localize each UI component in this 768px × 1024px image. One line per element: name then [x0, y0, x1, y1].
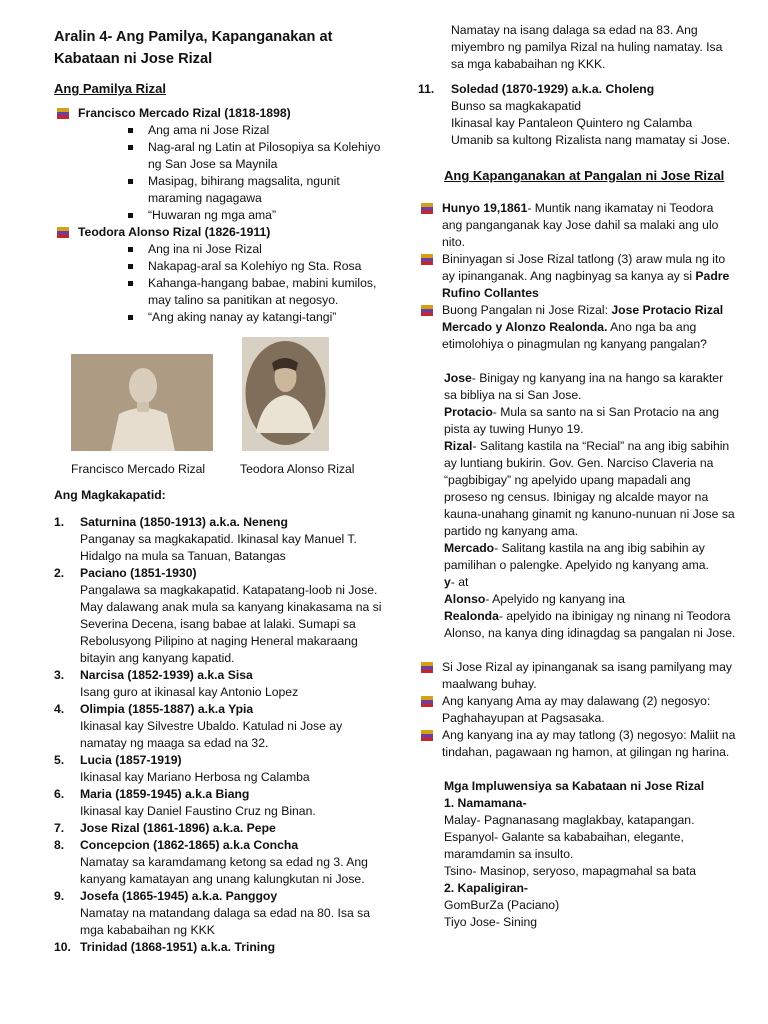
- teodora-portrait-photo: [242, 337, 329, 451]
- list-item: Ang kanyang ina ay may tatlong (3) negosyo: Maliit na tindahan, pagawaan ng hamon, at gilingan ng harina.: [418, 727, 736, 761]
- influence-heading: Mga Impluwensiya sa Kabataan ni Jose Rizal: [444, 779, 705, 793]
- birth-bullet: Hunyo 19,1861- Muntik nang ikamatay ni Teodora ang panganganak kay Jose dahil sa malaki ang ulo nito.: [418, 200, 736, 251]
- flag-bullet-icon: [421, 305, 433, 316]
- father-point: Masipag, bihirang magsalita, ngunit maraming nagagawa: [54, 173, 384, 207]
- list-item: Espanyol- Galante sa kababaihan, elegante, maramdamin sa insulto.: [444, 830, 684, 861]
- list-item: 1. Saturnina (1850-1913) a.k.a. Neneng Panganay sa magkakapatid. Ikinasal kay Manuel T. Hidalgo na mula sa Tanuan, Batangas: [54, 515, 357, 563]
- mother-point: Ang ina ni Jose Rizal: [54, 241, 384, 258]
- list-item: Malay- Pagnanasang maglakbay, katapangan.: [444, 813, 695, 827]
- list-item: 8. Concepcion (1862-1865) a.k.a Concha Namatay sa karamdamang ketong sa edad ng 3. Ang kanyang kamatayan ang unang kalungkutan ni Jose.: [54, 838, 368, 886]
- page-title: Aralin 4- Ang Pamilya, Kapanganakan at Kabataan ni Jose Rizal: [54, 29, 333, 67]
- mother-point: “Ang aking nanay ay katangi-tangi”: [54, 309, 384, 326]
- list-item: 9. Josefa (1865-1945) a.k.a. Panggoy Namatay na matandang dalaga sa edad na 80. Isa sa mga kababaihan ng KKK: [54, 889, 370, 937]
- list-item: GomBurZa (Paciano): [444, 898, 560, 912]
- influence-section: [418, 778, 736, 931]
- family-heading: Ang Pamilya Rizal: [54, 81, 166, 96]
- list-item: Protacio- Mula sa santo na si San Protacio na ang pista ay tuwing Hunyo 19.: [444, 405, 720, 436]
- influence-subheading: 2. Kapaligiran-: [444, 881, 528, 895]
- teodora-caption: Teodora Alonso Rizal: [240, 462, 355, 476]
- flag-bullet-icon: [57, 227, 69, 238]
- left-column: [54, 80, 384, 326]
- list-item: Alonso- Apelyido ng kanyang ina: [444, 592, 625, 606]
- list-item: Realonda- apelyido na ibinigay ng ninang ni Teodora Alonso, na kanya ding idinagdag sa pangalan ni Jose.: [444, 609, 736, 640]
- father-point: Nag-aral ng Latin at Pilosopiya sa Kolehiyo ng San Jose sa Maynila: [54, 139, 384, 173]
- father-point: Ang ama ni Jose Rizal: [54, 122, 384, 139]
- mother-point: Nakapag-aral sa Kolehiyo ng Sta. Rosa: [54, 258, 384, 275]
- list-item: Jose- Binigay ng kanyang ina na hango sa karakter sa bibliya na si San Jose.: [444, 371, 724, 402]
- list-item: Tiyo Jose- Sining: [444, 915, 538, 929]
- list-item: Rizal- Salitang kastila na “Recial” na ang ibig sabihin ay luntiang bukirin. Gov. Gen. Narciso Claveria na “pagbibigay” ng apelyido upang mapadali ang proseso ng census. Ibinigay ng alcalde mayor na kauna-unahang ginamit ng kanuno-nunuan ni Jose sa partido ng kanyang ama.: [444, 439, 735, 538]
- list-item: 2. Paciano (1851-1930) Pangalawa sa magkakapatid. Katapatang-loob ni Jose. May dalawang anak mula sa kanyang kinakasama na si Severina Decena, isang babae at lalaki. Sumapi sa Rebolusyong Pilipino at naging Heneral makaraang bitayin ang kanyang kapatid.: [54, 566, 382, 665]
- list-item: 7. Jose Rizal (1861-1896) a.k.a. Pepe: [54, 821, 276, 835]
- right-column: [418, 22, 736, 931]
- list-item: 4. Olimpia (1855-1887) a.k.a Ypia Ikinasal kay Silvestre Ubaldo. Katulad ni Jose ay namatay ng maaga sa edad na 32.: [54, 702, 343, 750]
- siblings-heading: Ang Magkakapatid:: [54, 488, 166, 502]
- flag-bullet-icon: [421, 662, 433, 673]
- trinidad-desc: Namatay na isang dalaga sa edad na 83. Ang miyembro ng pamilya Rizal na huling namatay. Isa sa mga kababaihan ng KKK.: [451, 23, 723, 71]
- father-name: Francisco Mercado Rizal (1818-1898): [54, 105, 384, 122]
- list-item: Tsino- Masinop, seryoso, mapagmahal sa bata: [444, 864, 697, 878]
- list-item: 5. Lucia (1857-1919) Ikinasal kay Mariano Herbosa ng Calamba: [54, 753, 310, 784]
- flag-bullet-icon: [421, 254, 433, 265]
- siblings-list: [54, 514, 384, 956]
- birth-heading: Ang Kapanganakan at Pangalan ni Jose Rizal: [444, 168, 725, 183]
- mother-name: Teodora Alonso Rizal (1826-1911): [54, 224, 384, 241]
- francisco-portrait-photo: [71, 354, 213, 451]
- list-item: 6. Maria (1859-1945) a.k.a Biang Ikinasal kay Daniel Faustino Cruz ng Binan.: [54, 787, 316, 818]
- list-item: Mercado- Salitang kastila na ang ibig sabihin ay pamilihan o palengke. Apelyido ng kanyang ama.: [444, 541, 709, 572]
- list-item: y- at: [444, 575, 469, 589]
- baptism-bullet: Bininyagan si Jose Rizal tatlong (3) araw mula ng ito ay ipinanganak. Ang nagbinyag sa kanya ay si Padre Rufino Collantes: [418, 251, 736, 302]
- siblings-section: [54, 487, 384, 956]
- fullname-bullet: Buong Pangalan ni Jose Rizal: Jose Protacio Rizal Mercado y Alonzo Realonda. Ano nga ba ang etimolohiya o pinagmulan ng kanyang pangalan?: [418, 302, 736, 353]
- family-bullets: [418, 659, 736, 761]
- list-item: Ang kanyang Ama ay may dalawang (2) negosyo: Paghahayupan at Pagsasaka.: [418, 693, 736, 727]
- etymology-list: [418, 370, 736, 642]
- father-point: “Huwaran ng mga ama”: [54, 207, 384, 224]
- francisco-caption: Francisco Mercado Rizal: [71, 462, 206, 476]
- flag-bullet-icon: [421, 203, 433, 214]
- list-item: 10. Trinidad (1868-1951) a.k.a. Trining: [54, 940, 276, 954]
- list-item: 11. Soledad (1870-1929) a.k.a. Choleng Bunso sa magkakapatid Ikinasal kay Pantaleon Quintero ng Calamba Umanib sa kultong Rizalista nang mamatay si Jose.: [418, 82, 731, 147]
- list-item: 3. Narcisa (1852-1939) a.k.a Sisa Isang guro at ikinasal kay Antonio Lopez: [54, 668, 299, 699]
- flag-bullet-icon: [57, 108, 69, 119]
- flag-bullet-icon: [421, 730, 433, 741]
- flag-bullet-icon: [421, 696, 433, 707]
- list-item: Si Jose Rizal ay ipinanganak sa isang pamilyang may maalwang buhay.: [418, 659, 736, 693]
- influence-subheading: 1. Namamana-: [444, 796, 527, 810]
- mother-point: Kahanga-hangang babae, mabini kumilos, may talino sa panitikan at negosyo.: [54, 275, 384, 309]
